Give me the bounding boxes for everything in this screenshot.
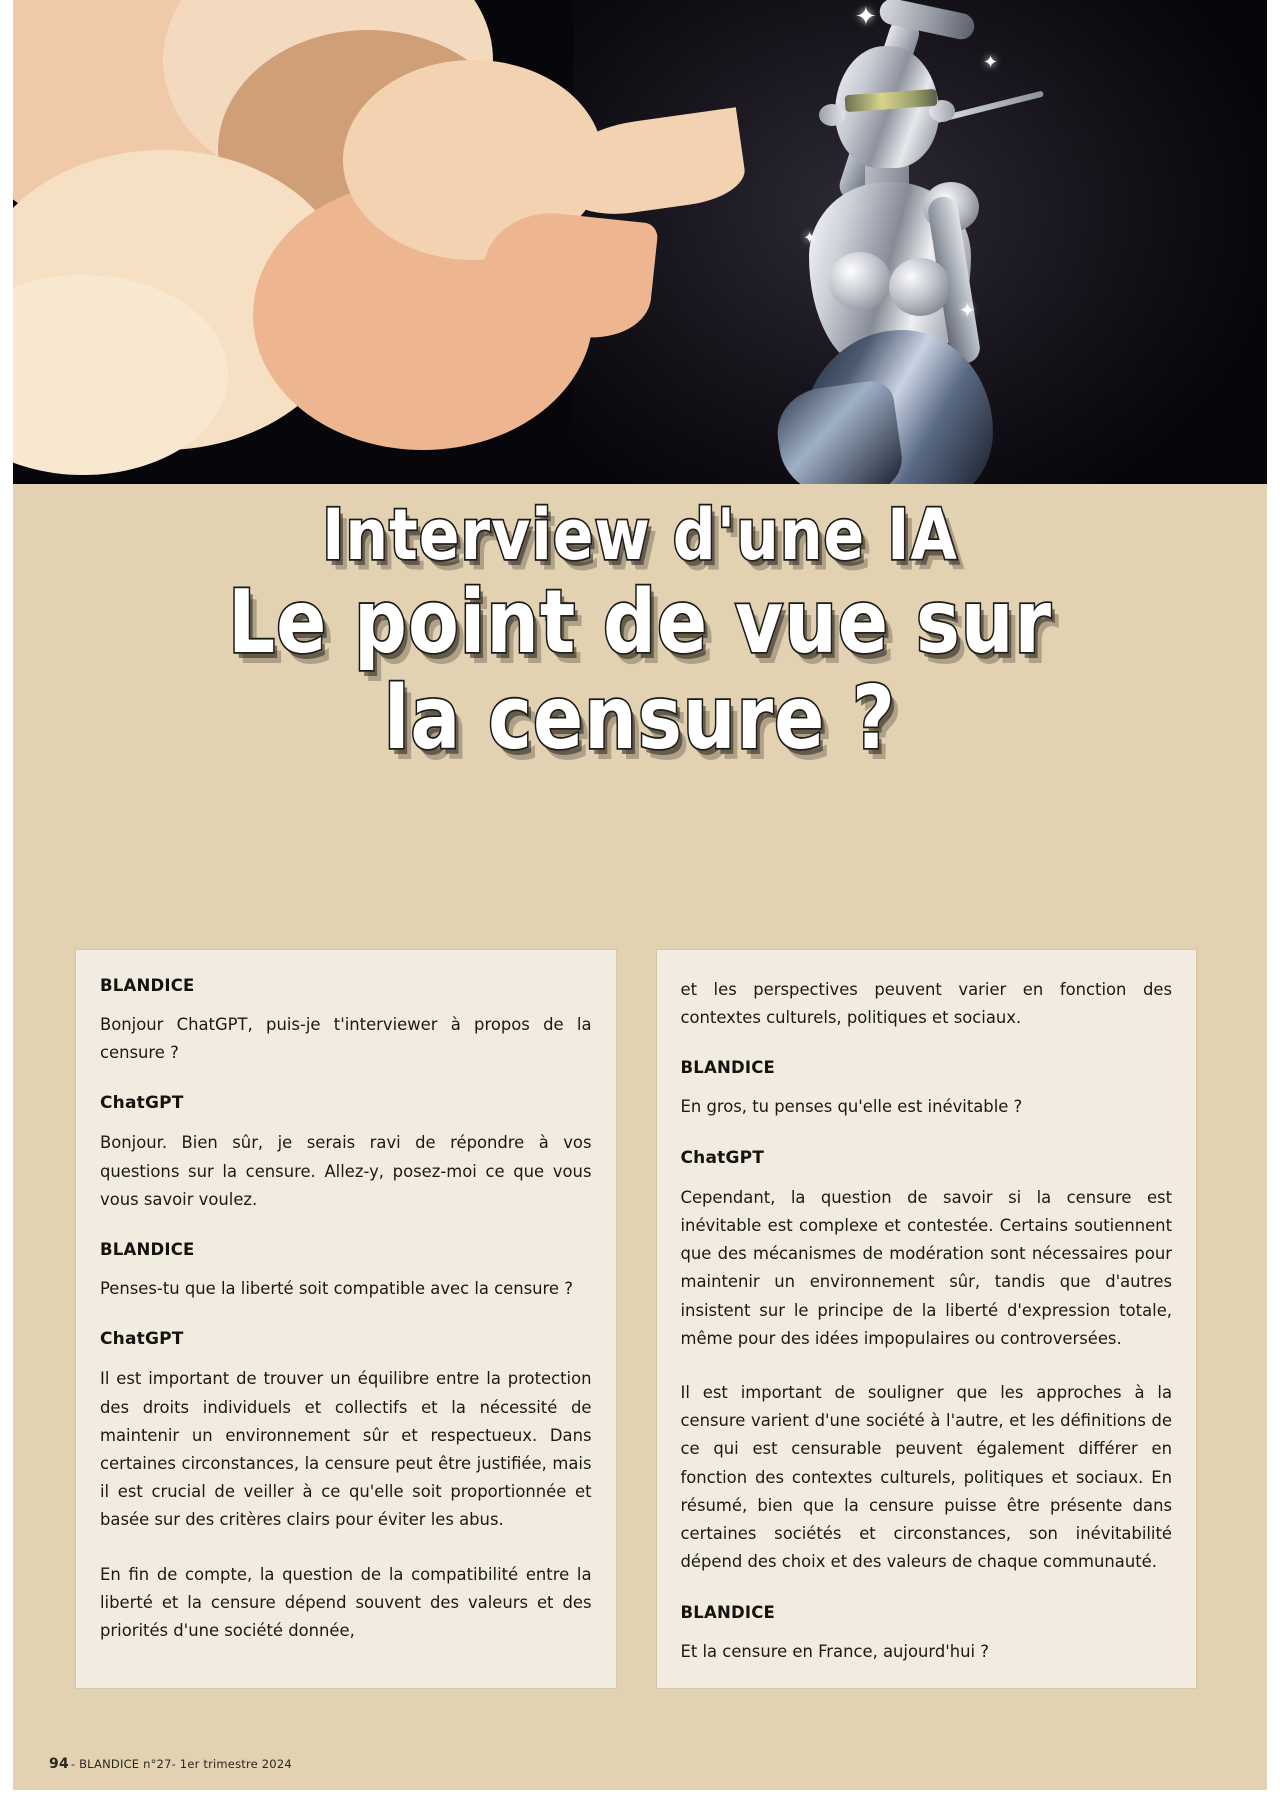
speaker-label: BLANDICE <box>100 976 195 995</box>
robot-chest-left <box>829 252 891 310</box>
speaker-label: BLANDICE <box>100 1240 195 1260</box>
paragraph: Il est important de trouver un équilibre entre la protection des droits individuels et collectifs et la nécessité de maintenir un environnement sûr et respectueux. Dans certaines circonstances, la censure peut être justifiée, mais il est crucial de veiller à ce qu'elle soit proportionnée et basée sur des critères clairs pour éviter les abus. <box>100 1369 592 1530</box>
paragraph: Et la censure en France, aujourd'hui ? <box>680 1641 989 1661</box>
speaker-label: ChatGPT <box>100 1093 184 1114</box>
hero-illustration <box>13 0 1267 484</box>
paragraph: Bonjour. Bien sûr, je serais ravi de répondre à vos questions sur la censure. Allez-y, posez-moi ce que vous vous savoir voulez. <box>100 1133 592 1209</box>
speaker-label: BLANDICE <box>680 1602 775 1622</box>
footer-text: - BLANDICE n°27- 1er trimestre 2024 <box>70 1757 292 1771</box>
sparkle-icon: ✦ <box>983 52 999 73</box>
robot-chest-right <box>889 258 951 316</box>
title-line-3: la censure ? <box>384 667 896 770</box>
sparkle-icon: ✦ <box>855 2 877 32</box>
article-columns <box>76 950 1196 1688</box>
article-column-right <box>657 950 1197 1688</box>
paragraph: Bonjour ChatGPT, puis-je t'interviewer à propos de la censure ? <box>100 1015 592 1063</box>
page-title <box>13 494 1267 770</box>
speaker-label: BLANDICE <box>680 1058 775 1078</box>
sparkle-icon: ✦ <box>803 228 817 247</box>
robot-leg <box>772 378 906 484</box>
robot-ear-left <box>819 104 845 126</box>
title-line-1: Interview d'une IA <box>322 494 958 577</box>
paragraph: En gros, tu penses qu'elle est inévitable ? <box>680 1097 1023 1117</box>
paragraph: et les perspectives peuvent varier en fonction des contextes culturels, politiques et sociaux. <box>680 980 1172 1028</box>
speaker-label: ChatGPT <box>100 1329 184 1350</box>
paragraph: Il est important de souligner que les approches à la censure varient d'une société à l'autre, et les définitions de ce qui est censurable peuvent également différer en fonction des contextes culturels, politiques et sociaux. En résumé, bien que la censure puisse être présente dans certaines sociétés et circonstances, son inévitabilité dépend des choix et des valeurs de chaque communauté. <box>680 1382 1172 1572</box>
page-number: 94 <box>49 1756 69 1772</box>
robot-figure <box>683 0 1103 484</box>
paragraph: Penses-tu que la liberté soit compatible avec la censure ? <box>100 1279 573 1299</box>
article-column-left <box>76 950 616 1688</box>
paragraph: En fin de compte, la question de la compatibilité entre la liberté et la censure dépend souvent des valeurs et des priorités d'une société donnée, <box>100 1564 592 1641</box>
speaker-label: ChatGPT <box>680 1147 765 1168</box>
page-body <box>13 0 1267 1790</box>
page-footer <box>49 1756 292 1772</box>
paragraph: Cependant, la question de savoir si la censure est inévitable est complexe et contestée. Certains soutiennent que des mécanismes de modération sont nécessaires pour maintenir un environnement sûr, tandis que d'autres insistent sur le principe de la liberté d'expression totale, même pour des idées impopulaires ou controversées. <box>680 1187 1172 1348</box>
sparkle-icon: ✦ <box>959 298 976 322</box>
title-line-2: Le point de vue sur <box>227 572 1053 674</box>
